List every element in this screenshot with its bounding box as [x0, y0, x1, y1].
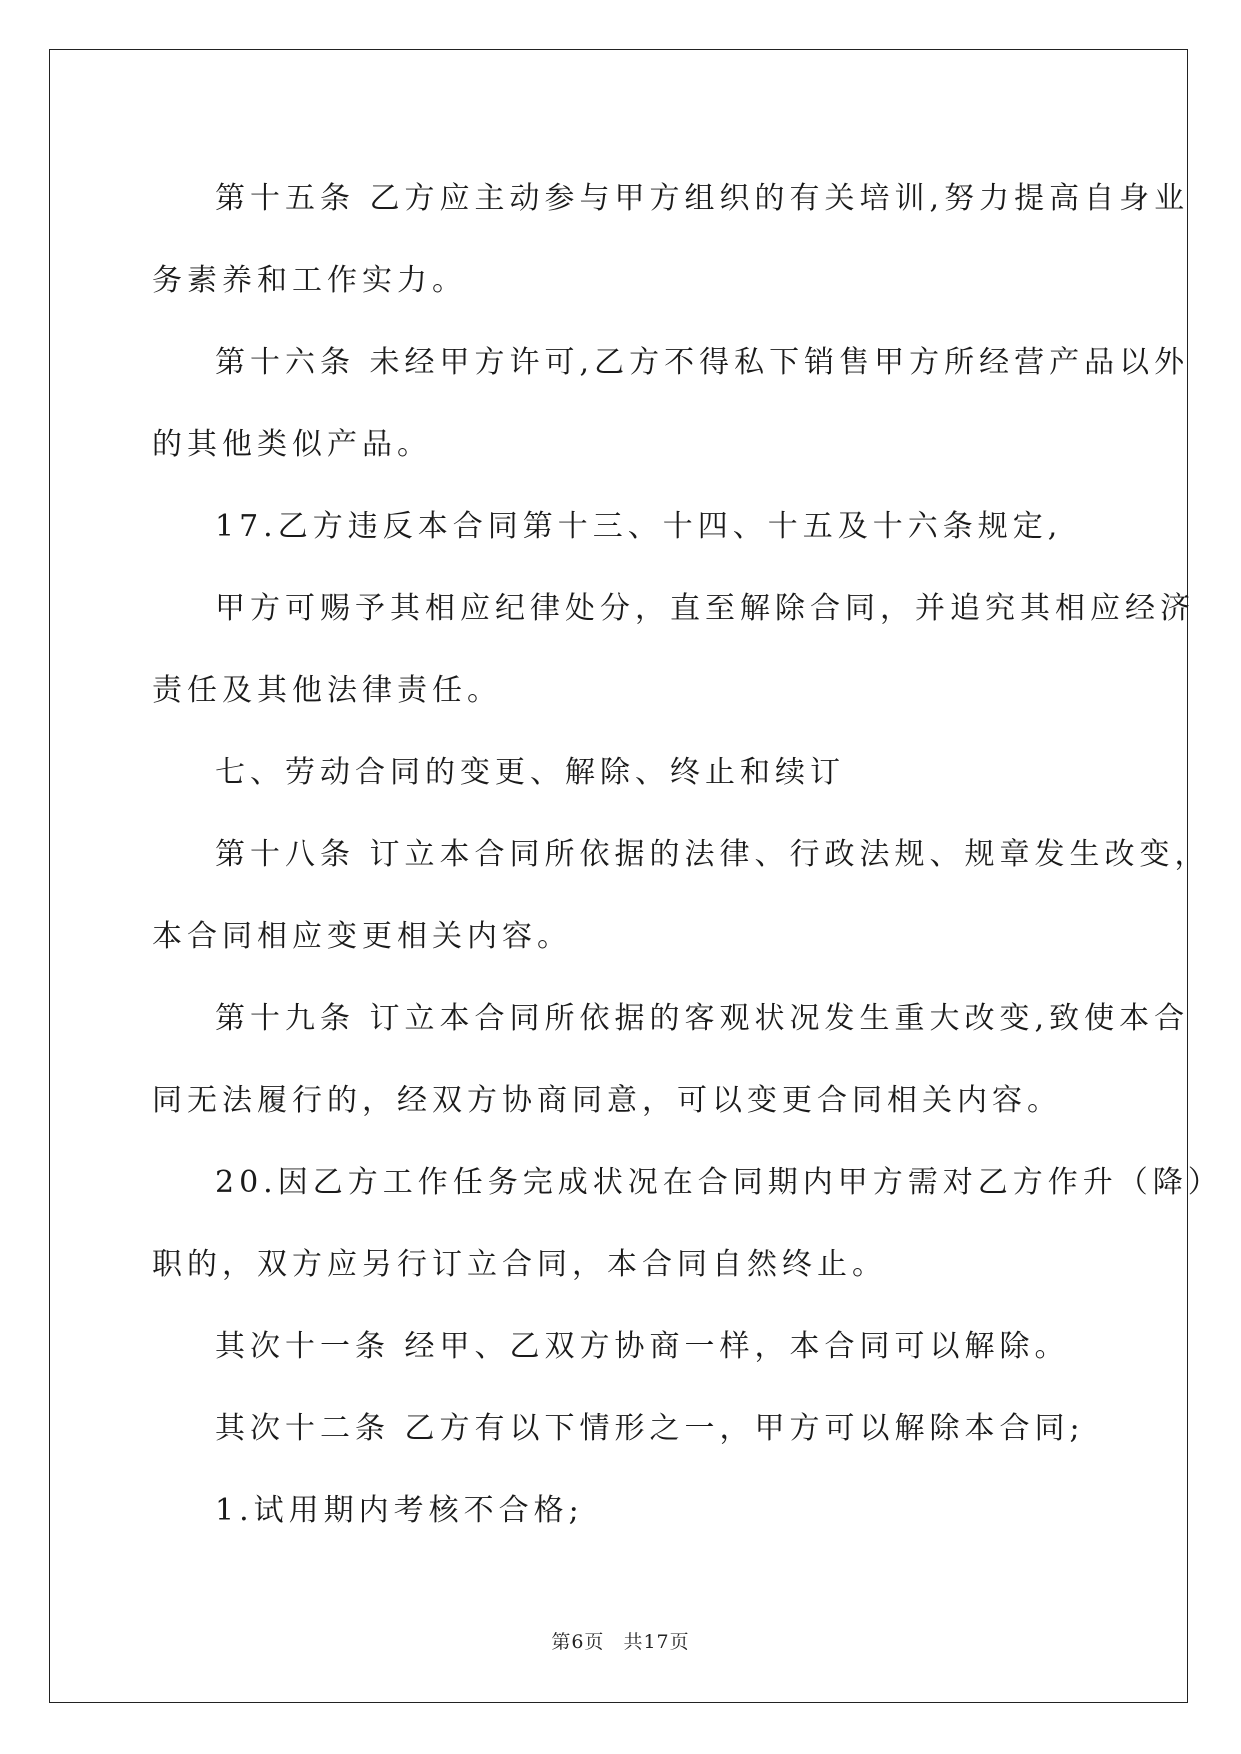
text-line: 七、劳动合同的变更、解除、终止和续订: [215, 755, 845, 790]
text-line: 的其他类似产品。: [152, 427, 432, 462]
text-line: 责任及其他法律责任。: [152, 673, 502, 708]
text-line: 同无法履行的，经双方协商同意，可以变更合同相关内容。: [152, 1083, 1062, 1118]
clause-20: [152, 1142, 1223, 1306]
clause-19: [152, 978, 1190, 1142]
clause-22: [152, 1388, 1132, 1470]
page-footer: [0, 1627, 1241, 1654]
clause-16: [152, 322, 1190, 486]
page-number: 第6页: [551, 1631, 605, 1653]
text-line: 第十六条 未经甲方许可,乙方不得私下销售甲方所经营产品以外: [215, 345, 1190, 380]
clause-18: [152, 814, 1210, 978]
text-line: 职的，双方应另行订立合同，本合同自然终止。: [152, 1247, 887, 1282]
text-line: 第十八条 订立本合同所依据的法律、行政法规、规章发生改变，: [215, 837, 1210, 872]
text-line: 第十五条 乙方应主动参与甲方组织的有关培训,努力提高自身业: [215, 181, 1190, 216]
clause-17: [152, 486, 1132, 568]
text-line: 本合同相应变更相关内容。: [152, 919, 572, 954]
text-line: 1.试用期内考核不合格;: [215, 1493, 584, 1528]
clause-17-continued: [152, 568, 1195, 732]
text-line: 17.乙方违反本合同第十三、十四、十五及十六条规定,: [215, 509, 1063, 544]
text-line: 其次十二条 乙方有以下情形之一，甲方可以解除本合同;: [215, 1411, 1085, 1446]
text-line: 第十九条 订立本合同所依据的客观状况发生重大改变,致使本合: [215, 1001, 1190, 1036]
text-line: 务素养和工作实力。: [152, 263, 467, 298]
clause-15: [152, 158, 1190, 322]
text-line: 20.因乙方工作任务完成状况在合同期内甲方需对乙方作升（降）: [215, 1165, 1223, 1200]
text-line: 甲方可赐予其相应纪律处分，直至解除合同，并追究其相应经济: [215, 591, 1195, 626]
document-body: [152, 158, 1223, 1552]
section-heading-7: [152, 732, 1132, 814]
total-pages: 共17页: [623, 1631, 690, 1653]
text-line: 其次十一条 经甲、乙双方协商一样，本合同可以解除。: [215, 1329, 1070, 1364]
clause-21: [152, 1306, 1132, 1388]
clause-22-item-1: [152, 1470, 1132, 1552]
